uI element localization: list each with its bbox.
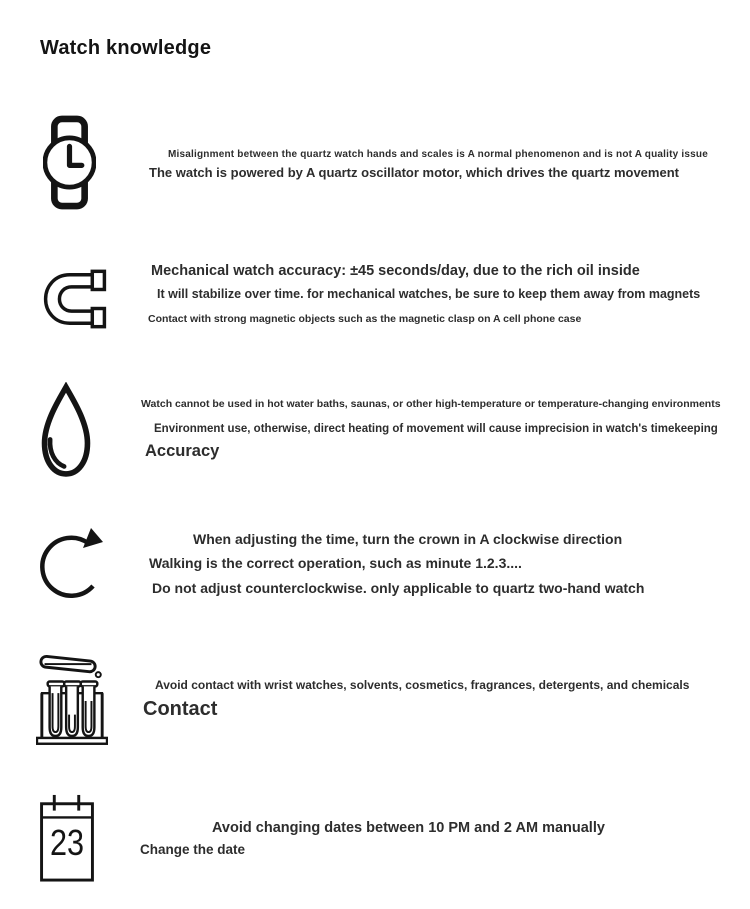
magnet-icon — [40, 267, 110, 331]
wrist-watch-icon — [43, 114, 96, 211]
test-tubes-icon — [36, 650, 108, 748]
quartz-misalignment-note: Misalignment between the quartz watch hands and scales is A normal phenomenon and is not A quality issue — [168, 149, 708, 160]
hot-water-warning-note: Watch cannot be used in hot water baths, saunas, or other high-temperature or temperature-changing environments — [141, 398, 721, 410]
correct-operation-text: Walking is the correct operation, such as minute 1.2.3.... — [149, 555, 522, 571]
clockwise-arrow-icon — [38, 527, 104, 603]
quartz-movement-text: The watch is powered by A quartz oscillator motor, which drives the quartz movement — [149, 165, 679, 180]
heating-imprecision-text: Environment use, otherwise, direct heating of movement will cause imprecision in watch's timekeeping — [154, 423, 718, 435]
magnet-warning-text: It will stabilize over time. for mechanical watches, be sure to keep them away from magnets — [157, 287, 701, 301]
date-change-warning-text: Avoid changing dates between 10 PM and 2 AM manually — [212, 820, 605, 836]
accuracy-heading: Accuracy — [145, 442, 220, 460]
chemical-avoidance-text: Avoid contact with wrist watches, solvents, cosmetics, fragrances, detergents, and chemicals — [155, 678, 690, 692]
water-drop-icon — [38, 382, 94, 480]
mechanical-accuracy-text: Mechanical watch accuracy: ±45 seconds/day, due to the rich oil inside — [151, 263, 640, 279]
counterclockwise-warning-text: Do not adjust counterclockwise. only applicable to quartz two-hand watch — [152, 580, 645, 596]
change-date-heading: Change the date — [140, 842, 246, 857]
clockwise-direction-text: When adjusting the time, turn the crown in A clockwise direction — [193, 531, 623, 547]
calendar-day-number: 23 — [49, 822, 85, 863]
contact-heading: Contact — [143, 698, 218, 720]
page-title: Watch knowledge — [40, 37, 212, 59]
magnetic-contact-note: Contact with strong magnetic objects such as the magnetic clasp on A cell phone case — [148, 313, 582, 325]
